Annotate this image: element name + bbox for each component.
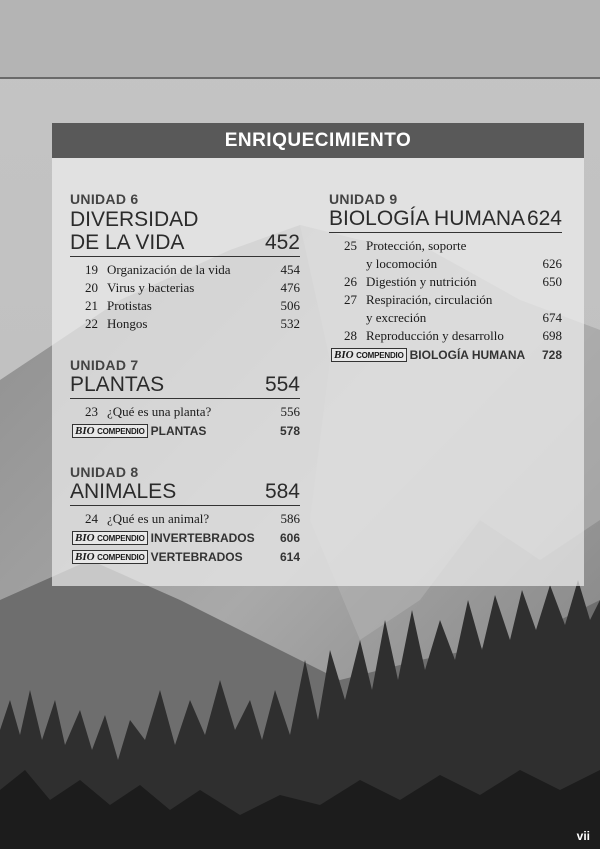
chapter-number: 25 (344, 238, 357, 253)
chapter-name: Virus y bacterias (107, 280, 195, 295)
chapter-name: Hongos (107, 316, 148, 331)
chapter-name: Protistas (107, 298, 152, 313)
chapter-row[interactable] (329, 273, 562, 291)
chapter-number: 28 (344, 328, 357, 343)
compendium-row[interactable] (70, 422, 300, 440)
unit-title-line1: DIVERSIDAD (70, 208, 199, 231)
chapter-row[interactable] (70, 403, 300, 421)
chapter-name: Digestión y nutrición (366, 274, 477, 289)
unit-title-row[interactable] (70, 232, 300, 257)
chapter-row[interactable] (329, 237, 562, 273)
unit-7 (70, 357, 300, 440)
section-banner: ENRIQUECIMIENTO (52, 123, 584, 158)
chapter-name: ¿Qué es un animal? (107, 511, 210, 526)
chapter-row[interactable] (70, 315, 300, 333)
unit-page: 452 (264, 231, 300, 254)
chapter-page: 532 (280, 316, 300, 331)
unit-title-row[interactable] (329, 208, 562, 233)
chapter-row[interactable] (70, 279, 300, 297)
chapter-page: 674 (542, 310, 562, 325)
compendium-name: PLANTAS (150, 424, 207, 438)
chapter-row[interactable] (70, 297, 300, 315)
chapter-page: 650 (542, 274, 562, 289)
unit-8 (70, 464, 300, 566)
chapter-page: 506 (280, 298, 300, 313)
chapter-number: 24 (85, 511, 98, 526)
chapter-number: 19 (85, 262, 98, 277)
unit-label: UNIDAD 7 (70, 357, 139, 373)
chapter-row[interactable] (70, 510, 300, 528)
chapter-number: 26 (344, 274, 357, 289)
compendium-row[interactable] (70, 548, 300, 566)
compendium-name: VERTEBRADOS (150, 550, 243, 564)
bio-compendio-logo: BIO COMPENDIO (72, 531, 148, 545)
compendium-name: INVERTEBRADOS (150, 531, 255, 545)
compendium-page: 614 (279, 550, 300, 564)
unit-title: BIOLOGÍA HUMANA (329, 207, 526, 230)
chapter-row[interactable] (70, 261, 300, 279)
chapter-number: 22 (85, 316, 98, 331)
compendium-page: 578 (279, 424, 300, 438)
compendium-page: 728 (541, 348, 562, 362)
chapter-row[interactable] (329, 291, 562, 327)
unit-page: 554 (264, 373, 300, 396)
bio-compendio-logo: BIO COMPENDIO (72, 424, 148, 438)
compendium-name: BIOLOGÍA HUMANA (409, 348, 526, 362)
chapter-name: Protección, soporte y locomoción (366, 238, 467, 271)
chapter-name: Reproducción y desarrollo (366, 328, 504, 343)
chapter-number: 23 (85, 404, 98, 419)
chapter-page: 476 (280, 280, 300, 295)
left-column (70, 191, 300, 580)
unit-9 (329, 191, 562, 364)
unit-title[interactable] (70, 208, 300, 232)
unit-title-row[interactable] (70, 374, 300, 399)
unit-6 (70, 191, 300, 333)
chapter-row[interactable] (329, 327, 562, 345)
chapter-page: 556 (280, 404, 300, 419)
bio-compendio-logo: BIO COMPENDIO (72, 550, 148, 564)
chapter-number: 21 (85, 298, 98, 313)
compendium-row[interactable] (70, 529, 300, 547)
unit-page: 624 (526, 207, 562, 230)
chapter-page: 698 (542, 328, 562, 343)
chapter-name: Respiración, circulación y excreción (366, 292, 493, 325)
bio-compendio-logo: BIO COMPENDIO (331, 348, 407, 362)
unit-label: UNIDAD 9 (329, 191, 398, 207)
unit-label: UNIDAD 6 (70, 191, 139, 207)
page-number: vii (576, 829, 590, 843)
unit-title: PLANTAS (70, 373, 165, 396)
unit-label: UNIDAD 8 (70, 464, 139, 480)
unit-title-line2: DE LA VIDA (70, 231, 185, 254)
chapter-page: 586 (280, 511, 300, 526)
toc-panel (52, 123, 584, 586)
chapter-page: 454 (280, 262, 300, 277)
unit-page: 584 (264, 480, 300, 503)
chapter-page: 626 (542, 256, 562, 271)
chapter-number: 27 (344, 292, 357, 307)
compendium-page: 606 (279, 531, 300, 545)
unit-title-row[interactable] (70, 481, 300, 506)
chapter-name: ¿Qué es una planta? (107, 404, 212, 419)
chapter-name: Organización de la vida (107, 262, 231, 277)
unit-title: ANIMALES (70, 480, 177, 503)
right-column (329, 191, 562, 378)
compendium-row[interactable] (329, 346, 562, 364)
chapter-number: 20 (85, 280, 98, 295)
